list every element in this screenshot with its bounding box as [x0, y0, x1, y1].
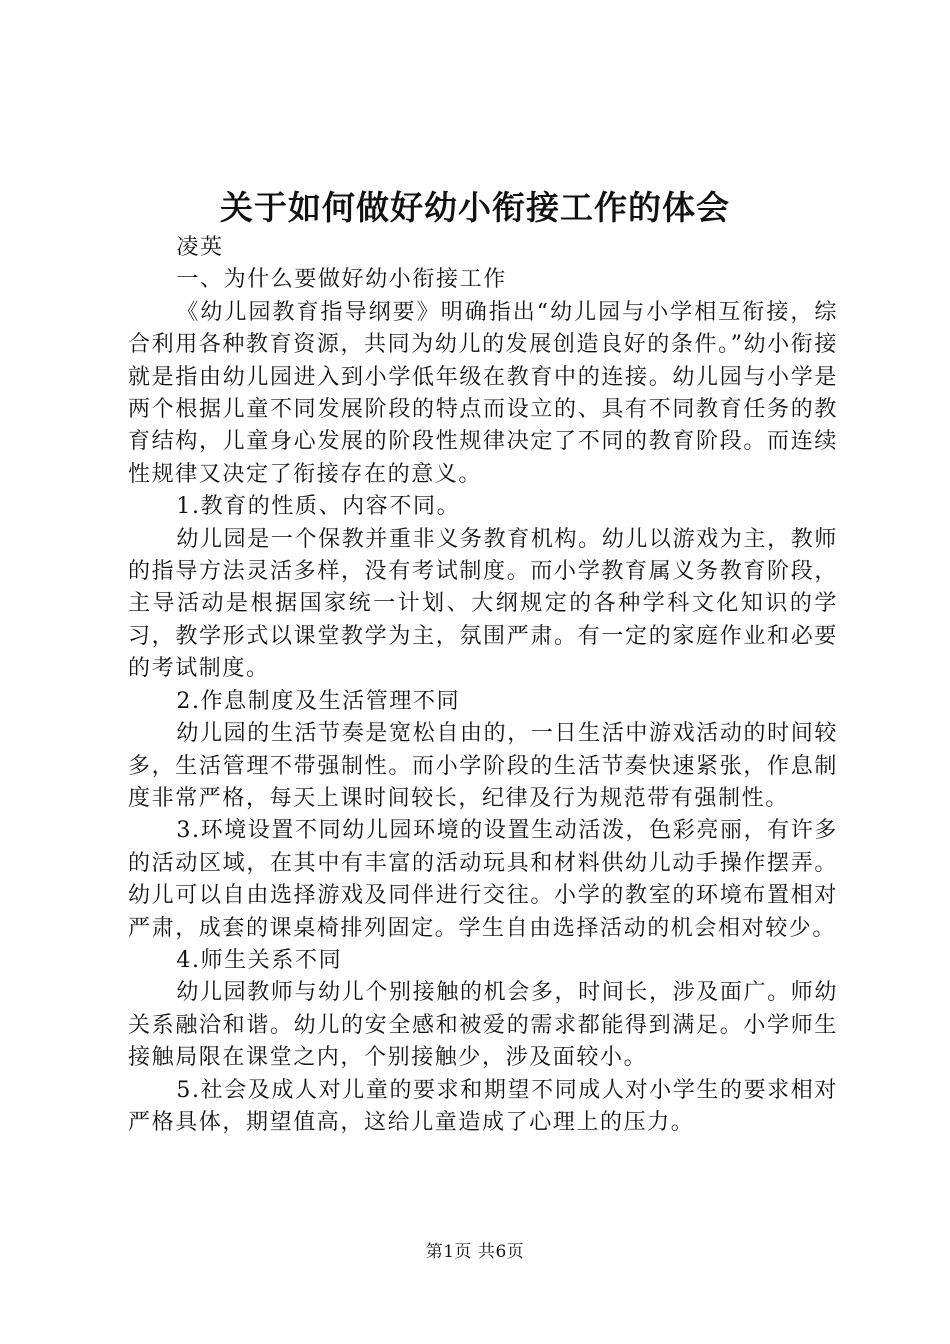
- document-body: [128, 232, 838, 1139]
- author-line: 凌英: [176, 235, 224, 260]
- paragraph: 5.社会及成人对儿童的要求和期望不同成人对小学生的要求相对严格具体，期望值高，这给儿童造成了心理上的压力。: [128, 1077, 838, 1135]
- paragraph: 幼儿园是一个保教并重非义务教育机构。幼儿以游戏为主，教师的指导方法灵活多样，没有考试制度。而小学教育属义务教育阶段，主导活动是根据国家统一计划、大纲规定的各种学科文化知识的学习，教学形式以课堂教学为主，氛围严肃。有一定的家庭作业和必要的考试制度。: [128, 526, 838, 682]
- paragraph: 《幼儿园教育指导纲要》明确指出“幼儿园与小学相互衔接，综合利用各种教育资源，共同为幼儿的发展创造良好的条件。”幼小衔接就是指由幼儿园进入到小学低年级在教育中的连接。幼儿园与小学是两个根据儿童不同发展阶段的特点而设立的、具有不同教育任务的教育结构，儿童身心发展的阶段性规律决定了不同的教育阶段。而连续性规律又决定了衔接存在的意义。: [128, 299, 838, 487]
- paragraph: 3.环境设置不同幼儿园环境的设置生动活泼，色彩亮丽，有许多的活动区域，在其中有丰富的活动玩具和材料供幼儿动手操作摆弄。幼儿可以自由选择游戏及同伴进行交往。小学的教室的环境布置相对严肃，成套的课桌椅排列固定。学生自由选择活动的机会相对较少。: [128, 818, 838, 941]
- page-footer: 第1页 共6页: [425, 1242, 525, 1262]
- subheading: 2.作息制度及生活管理不同: [176, 688, 461, 714]
- subheading: 4.师生关系不同: [176, 947, 343, 973]
- section-heading: 一、为什么要做好幼小衔接工作: [176, 267, 507, 293]
- paragraph: 幼儿园教师与幼儿个别接触的机会多，时间长，涉及面广。师幼关系融洽和谐。幼儿的安全感和被爱的需求都能得到满足。小学师生接触局限在课堂之内，个别接触少，涉及面较小。: [128, 980, 838, 1071]
- document-title: 关于如何做好幼小衔接工作的体会: [220, 188, 730, 227]
- subheading: 1.教育的性质、内容不同。: [176, 494, 461, 520]
- paragraph: 幼儿园的生活节奏是宽松自由的，一日生活中游戏活动的时间较多，生活管理不带强制性。而小学阶段的生活节奏快速紧张，作息制度非常严格，每天上课时间较长，纪律及行为规范带有强制性。: [128, 721, 838, 811]
